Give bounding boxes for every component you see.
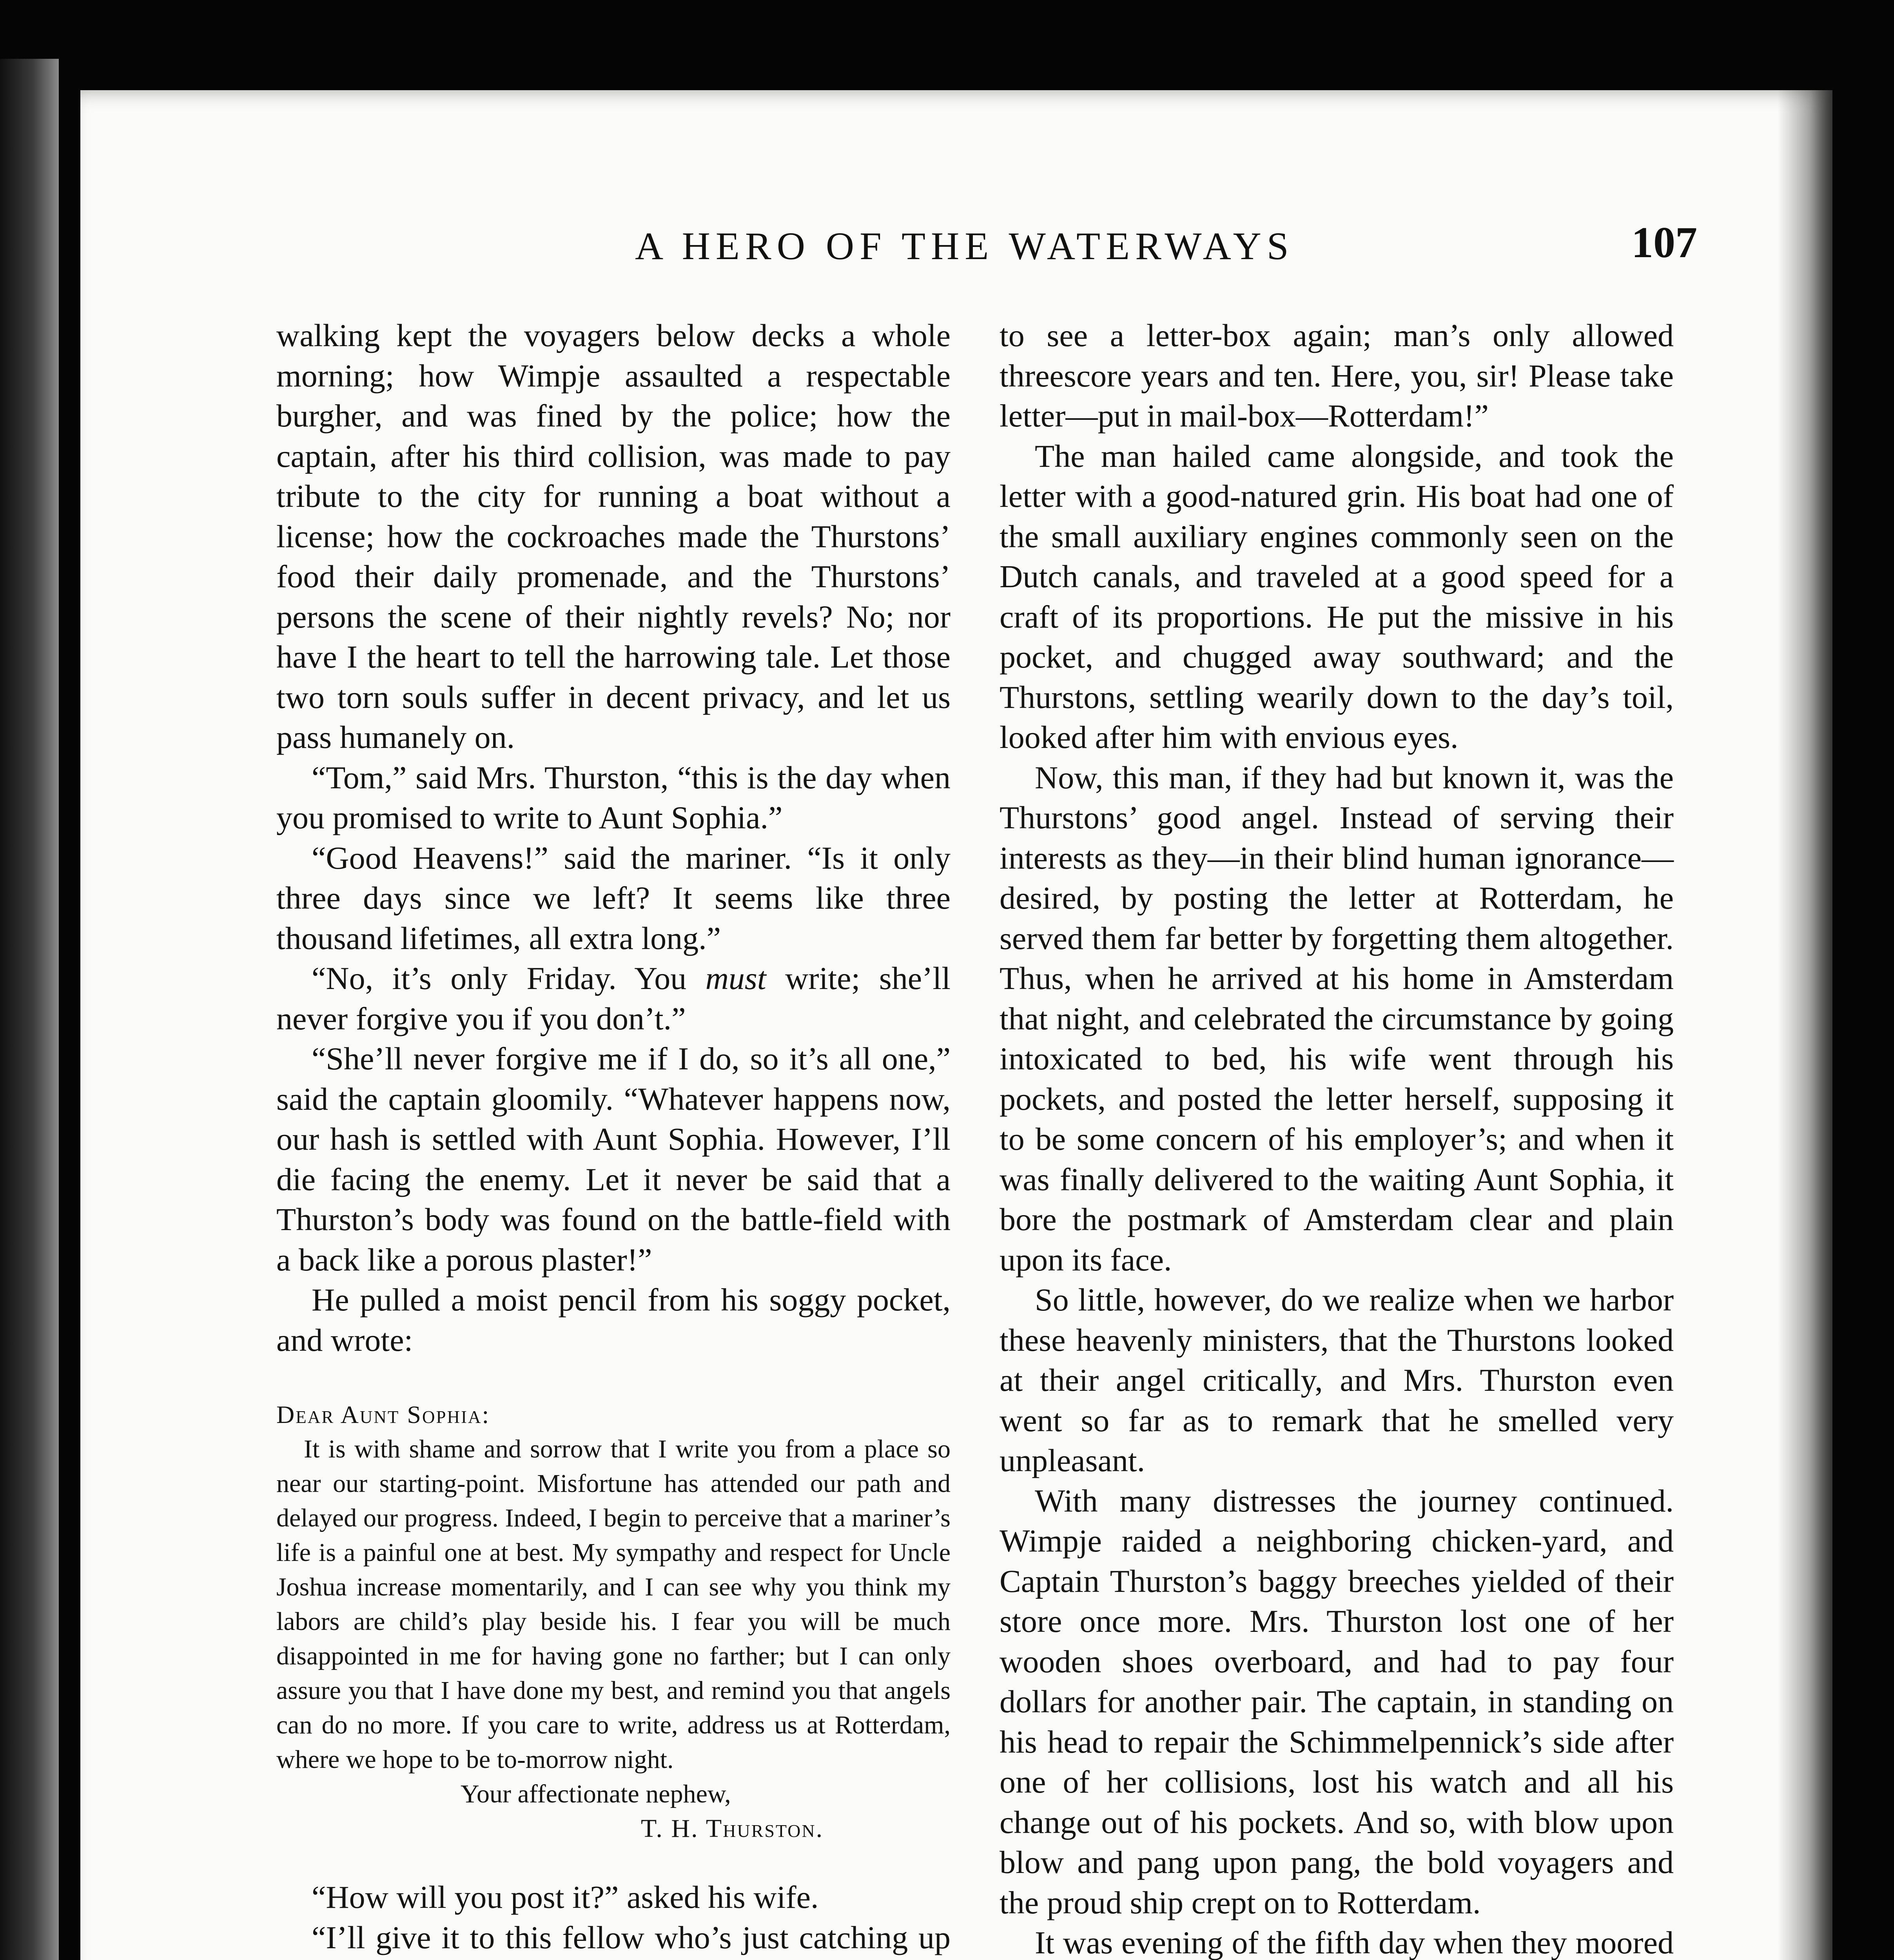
paragraph-text: write; she’ll never forgive you if you don’t.” <box>276 960 951 1036</box>
paragraph: “I’ll give it to this fellow who’s just catching up <box>312 1919 951 1955</box>
paragraph: It was evening of the fifth day when they moored <box>1035 1925 1674 1960</box>
letter-signature: T. H. Thurston. <box>641 1814 824 1843</box>
paragraph: “How will you post it?” asked his wife. <box>312 1879 819 1915</box>
letter-body: It is with shame and sorrow that I write you from a place so near our starting-point. Misfortune has attended our path and delayed our progress. Indeed, I begin to perceive that a mariner’s life is a painful one at best. My sympathy and respect for Uncle Joshua increase momentarily, and I can see why you think my labors are child’s play beside his. I fear you will be much disappointed in me for having gone no farther; but I can only assure you that I have done my best, and remind you that angels can do no more. If you care to write, address us at Rotterdam, where we hope to be to-morrow night. <box>276 1435 951 1774</box>
paragraph: So little, however, do we realize when we harbor these heavenly ministers, that the Thurstons looked at their angel critically, and Mrs. Thurston even went so far as to remark that he smelled very unpleasant. <box>1000 1282 1674 1478</box>
paragraph <box>276 958 951 1039</box>
letter-salutation: Dear Aunt Sophia: <box>276 1401 490 1428</box>
right-column <box>1000 316 1674 1960</box>
paragraph: With many distresses the journey continued. Wimpje raided a neighboring chicken-yard, and Captain Thurston’s baggy breeches yielded of their store once more. Mrs. Thurston lost one of her wooden shoes overboard, and had to pay four dollars for another pair. The captain, in standing on his head to repair the Schimmelpennick’s side after one of her collisions, lost his watch and all his change out of his pockets. And so, with blow upon blow and pang upon pang, the bold voyagers and the proud ship crept on to Rotterdam. <box>1000 1483 1674 1920</box>
paragraph: He pulled a moist pencil from his soggy pocket, and wrote: <box>276 1282 951 1358</box>
emphasis-text: must <box>705 960 766 996</box>
page-gutter-shadow <box>1778 90 1832 1960</box>
page-number: 107 <box>1631 218 1697 267</box>
paragraph: The man hailed came alongside, and took the letter with a good-natured grin. His boat had one of the small auxiliary engines commonly seen on the Dutch canals, and traveled at a good speed for a craft of its proportions. He put the missive in his pocket, and chugged away southward; and the Thurstons, settling wearily down to the day’s toil, looked after him with envious eyes. <box>1000 438 1674 755</box>
scan-background-edge <box>0 59 59 1960</box>
paragraph-text: “No, it’s only Friday. You <box>312 960 706 996</box>
left-column <box>276 316 951 1960</box>
paragraph: to see a letter-box again; man’s only allowed threescore years and ten. Here, you, sir! Please take letter—put in mail-box—Rotterdam!” <box>1000 318 1674 434</box>
paragraph: Now, this man, if they had but known it, was the Thurstons’ good angel. Instead of serving their interests as they—in their blind human ignorance—desired, by posting the letter at Rotterdam, he served them far better by forgetting them altogether. Thus, when he arrived at his home in Amsterdam that night, and celebrated the circumstance by going intoxicated to bed, his wife went through his pockets, and posted the letter herself, supposing it to be some concern of his employer’s; and when it was finally delivered to the waiting Aunt Sophia, it bore the postmark of Amsterdam clear and plain upon its face. <box>1000 759 1674 1278</box>
paragraph: “Tom,” said Mrs. Thurston, “this is the day when you promised to write to Aunt Sophia.” <box>276 759 951 835</box>
paragraph: “She’ll never forgive me if I do, so it’s all one,” said the captain gloomily. “Whatever happens now, our hash is settled with Aunt Sophia. However, I’ll die facing the enemy. Let it never be said that a Thurston’s body was found on the battle-field with a back like a porous plaster!” <box>276 1041 951 1278</box>
running-head: A HERO OF THE WATERWAYS <box>635 224 1294 268</box>
letter-closing: Your affectionate nephew, <box>461 1780 731 1808</box>
paragraph: “Good Heavens!” said the mariner. “Is it only three days since we left? It seems like three thousand lifetimes, all extra long.” <box>276 840 951 956</box>
paragraph: walking kept the voyagers below decks a whole morning; how Wimpje assaulted a respectable burgher, and was fined by the police; how the captain, after his third collision, was made to pay tribute to the city for running a boat without a license; how the cockroaches made the Thurstons’ food their daily promenade, and the Thurstons’ persons the scene of their nightly revels? No; nor have I the heart to tell the harrowing tale. Let those two torn souls suffer in decent privacy, and let us pass humanely on. <box>276 318 951 755</box>
